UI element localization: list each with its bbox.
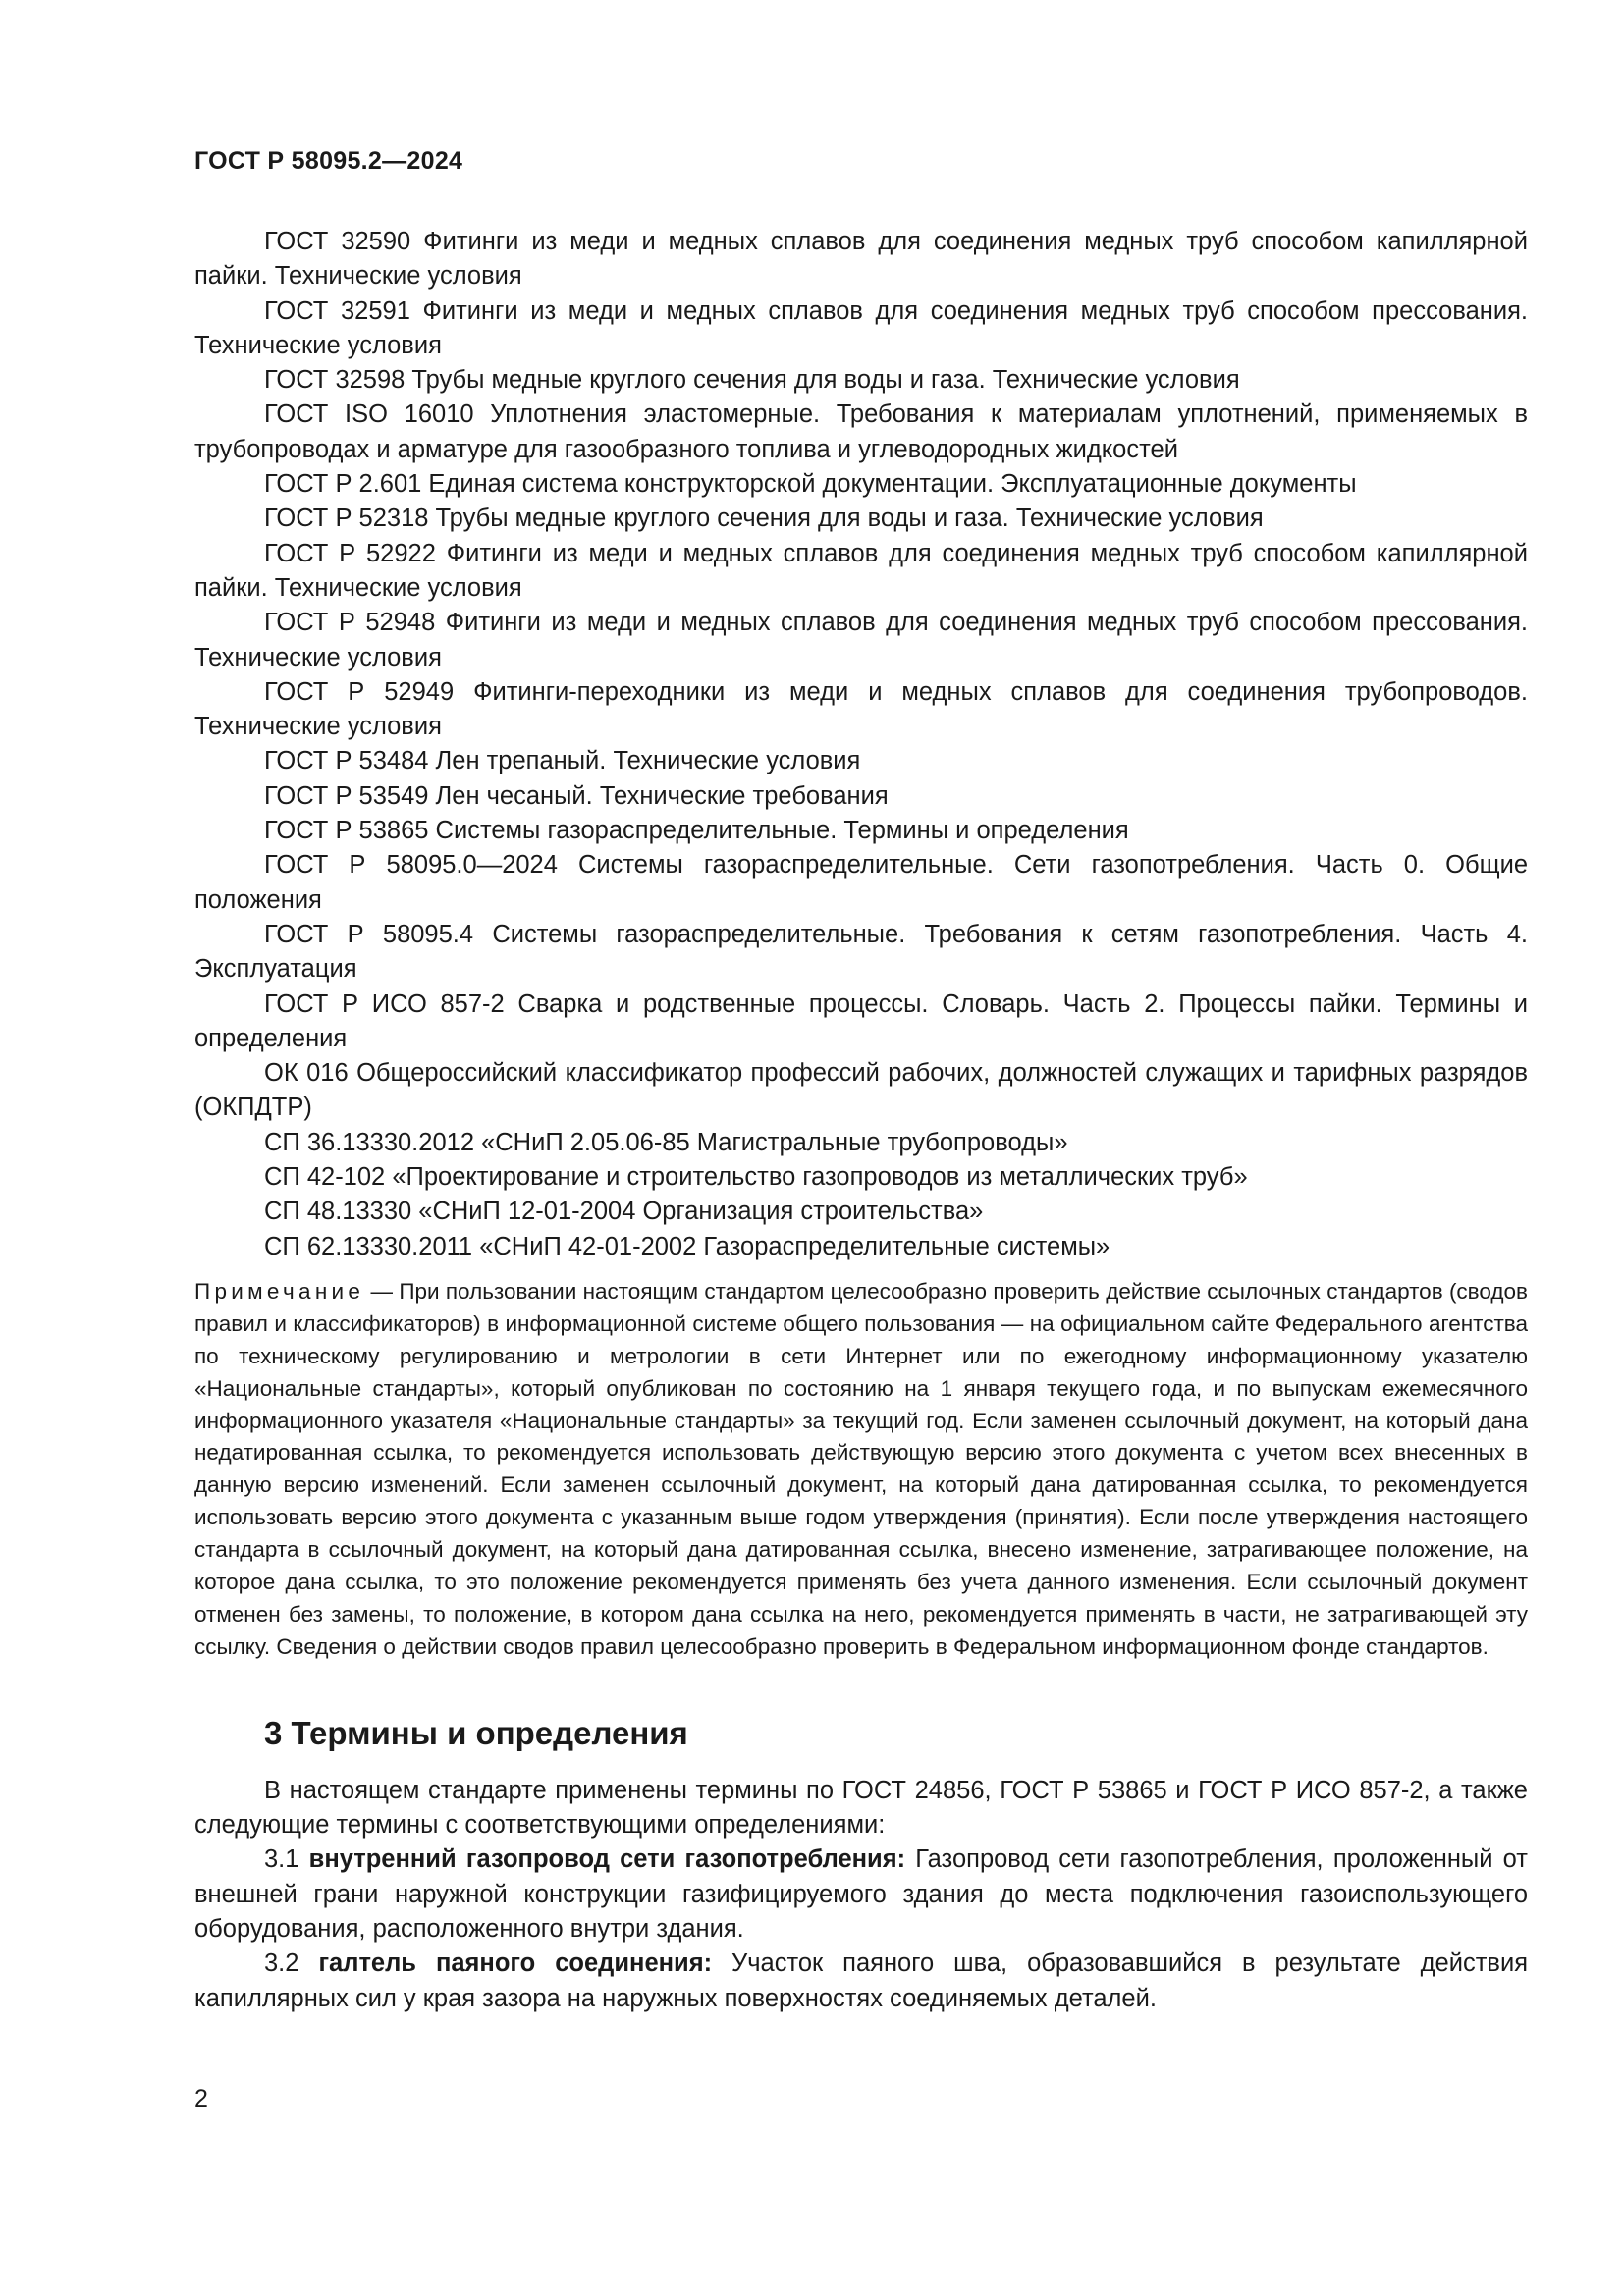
term-definition: Газопровод сети газопотребления, проложенный от внешней грани наружной конструкции газифицируемого здания до места подключения газоиспользующего оборудования, расположенного внутри здания. (194, 1845, 1528, 1943)
reference-item: ГОСТ Р ИСО 857-2 Сварка и родственные процессы. Словарь. Часть 2. Процессы пайки. Термины и определения (194, 989, 1528, 1052)
term-name: внутренний газопровод сети газопотребления: (308, 1845, 906, 1874)
reference-item: ГОСТ Р 58095.4 Системы газораспределительные. Требования к сетям газопотребления. Часть 4. Эксплуатация (194, 920, 1528, 984)
term-name: галтель паяного соединения: (318, 1949, 713, 1978)
reference-item: ОК 016 Общероссийский классификатор профессий рабочих, должностей служащих и тарифных разрядов (ОКПДТР) (194, 1059, 1528, 1122)
reference-list (194, 225, 1528, 1264)
document-page (194, 147, 1528, 2016)
section-intro: В настоящем стандарте применены термины по ГОСТ 24856, ГОСТ Р 53865 и ГОСТ Р ИСО 857-2, а также следующие термины с соответствующими определениями: (194, 1776, 1528, 1840)
reference-item: ГОСТ Р 53865 Системы газораспределительные. Термины и определения (264, 817, 1129, 845)
section-heading: 3 Термины и определения (264, 1714, 688, 1751)
reference-item: ГОСТ Р 52949 Фитинги-переходники из меди и медных сплавов для соединения трубопроводов. Технические условия (194, 677, 1528, 741)
term-definition: Участок паяного шва, образовавшийся в результате действия капиллярных сил у края зазора на наружных поверхностях соединяемых деталей. (194, 1949, 1528, 2012)
reference-item: СП 42-102 «Проектирование и строительство газопроводов из металлических труб» (264, 1163, 1248, 1192)
reference-item: ГОСТ Р 52318 Трубы медные круглого сечения для воды и газа. Технические условия (264, 505, 1264, 533)
reference-item: СП 36.13330.2012 «СНиП 2.05.06-85 Магистральные трубопроводы» (264, 1128, 1068, 1156)
term-entry (194, 1842, 1528, 1947)
reference-item: ГОСТ Р 58095.0—2024 Системы газораспределительные. Сети газопотребления. Часть 0. Общие положения (194, 851, 1528, 914)
note-lead: Примечание (194, 1278, 365, 1304)
term-number: 3.2 (264, 1949, 319, 1978)
document-header: ГОСТ Р 58095.2—2024 (194, 147, 463, 175)
page-number: 2 (194, 2085, 208, 2112)
reference-item: ГОСТ Р 53484 Лен трепаный. Технические условия (264, 747, 861, 775)
reference-item: ГОСТ 32598 Трубы медные круглого сечения для воды и газа. Технические условия (264, 366, 1240, 395)
reference-item: СП 62.13330.2011 «СНиП 42-01-2002 Газораспределительные системы» (264, 1232, 1110, 1260)
reference-item: ГОСТ ISO 16010 Уплотнения эластомерные. Требования к материалам уплотнений, применяемых в трубопроводах и арматуре для газообразного топлива и углеводородных жидкостей (194, 400, 1528, 463)
reference-item: ГОСТ Р 53549 Лен чесаный. Технические требования (264, 781, 889, 810)
term-entry (194, 1947, 1528, 2016)
reference-item: ГОСТ Р 2.601 Единая система конструкторской документации. Эксплуатационные документы (264, 470, 1357, 499)
term-number: 3.1 (264, 1845, 309, 1874)
reference-item: ГОСТ 32590 Фитинги из меди и медных сплавов для соединения медных труб способом капиллярной пайки. Технические условия (194, 228, 1528, 291)
reference-item: ГОСТ 32591 Фитинги из меди и медных сплавов для соединения медных труб способом прессования. Технические условия (194, 296, 1528, 359)
reference-item: ГОСТ Р 52922 Фитинги из меди и медных сплавов для соединения медных труб способом капиллярной пайки. Технические условия (194, 539, 1528, 602)
reference-item: СП 48.13330 «СНиП 12-01-2004 Организация строительства» (264, 1198, 984, 1226)
note-text: — При пользовании настоящим стандартом целесообразно проверить действие ссылочных стандартов (сводов правил и классификаторов) в информационной системе общего пользования — на официальном сайте Федерального агентства по техническому регулированию и метрологии в сети Интернет или по ежегодному информационному указателю «Национальные стандарты», который опубликован по состоянию на 1 января текущего года, и по выпускам ежемесячного информационного указателя «Национальные стандарты» за текущий год. Если заменен ссылочный документ, на который дана недатированная ссылка, то рекомендуется использовать действующую версию этого документа с учетом всех внесенных в данную версию изменений. Если заменен ссылочный документ, на который дана датированная ссылка, то рекомендуется использовать версию этого документа с указанным выше годом утверждения (принятия). Если после утверждения настоящего стандарта в ссылочный документ, на который дана датированная ссылка, внесено изменение, затрагивающее положение, на которое дана ссылка, то это положение рекомендуется применять без учета данного изменения. Если ссылочный документ отменен без замены, то положение, в котором дана ссылка на него, рекомендуется применять в части, не затрагивающей эту ссылку. Сведения о действии сводов правил целесообразно проверить в Федеральном информационном фонде стандартов. (194, 1278, 1528, 1659)
reference-item: ГОСТ Р 52948 Фитинги из меди и медных сплавов для соединения медных труб способом прессования. Технические условия (194, 609, 1528, 671)
note-paragraph (194, 1276, 1528, 1664)
